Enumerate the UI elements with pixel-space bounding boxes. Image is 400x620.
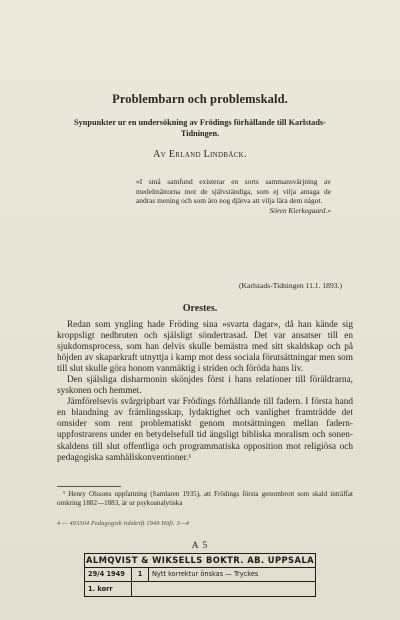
printer-signature-line: 4 — 493304 Pedagogisk tidskrift 1949 Häft. 3—4 [57, 520, 189, 527]
article-author: Av Erland Lindbäck. [153, 149, 247, 160]
stamp-blank [132, 582, 315, 596]
footnote-text: ¹ Henry Olssons uppfattning (Samlaren 1935), att Frödings första genombrott som skald inträffat omkring 1882—1883, är ur psykoanalytiska [57, 490, 353, 508]
article-title: Problembarn och problemskald. [112, 92, 288, 106]
epigraph-text: »I små samfund existerar en sorts sammansvärjning av medelmåttorna mot de självständiga, som ej vilja antaga de andras mening och som äro nog djärva att vilja lära dem något. [136, 177, 331, 206]
stamp-number: 1 [131, 568, 149, 581]
stamp-korr: 1. korr [85, 582, 132, 596]
stamp-note: Nytt korrektur önskas — Tryckes [152, 570, 259, 578]
sheet-mark: A 5 [191, 541, 209, 551]
section-heading: Orestes. [182, 303, 218, 314]
article-subtitle: Synpunkter ur en undersökning av Frödings förhållande till Karlstads-Tidningen. [74, 118, 326, 138]
epigraph [136, 177, 331, 215]
paragraph: Den själsliga disharmonin skönjdes först i hans relationer till föräldrarna, syskonen och hemmet. [57, 375, 353, 397]
proof-stamp [84, 553, 316, 597]
paragraph: Jämförelsevis svårgripbart var Frödings förhållande till fadern. I första hand en blandning av främlingsskap, lydaktighet och vanlighet framträdde det omsider som rent problematiskt genom motsättningen mellan fadern-uppfostrarens under en betydelsefull tid ängsligt bibliska moralism och sonen-skaldens till slut offentliga och programmatiska opposition mot religiösa och pedagogiska samhällskonventioner.¹ [57, 397, 353, 463]
footnote-rule [57, 486, 121, 487]
epigraph-signature: Sören Kierkegaard.» [269, 205, 331, 215]
stamp-row [85, 581, 315, 596]
paragraph: Redan som yngling hade Fröding sina »svarta dagar», då han kände sig kroppsligt nedbruten och själsligt söndertrasad. Det var ansatser till en sjukdomsprocess, som han delvis skulle bemästra med sitt skaldskap och på höjden av skaparkraft utnyttja i kamp mot dess sociala förutsättningar men som till slut skulle göra honom vanmäktig i striden och föröda hans liv. [57, 320, 353, 375]
stamp-header: ALMQVIST & WIKSELLS BOKTR. AB. UPPSALA [85, 554, 315, 568]
footnote [57, 490, 353, 509]
stamp-date: 29/4 1949 [88, 570, 125, 578]
stamp-row [85, 568, 315, 581]
body-text [57, 320, 353, 464]
epigraph-source: (Karlstads-Tidningen 11.1. 1893.) [238, 281, 342, 290]
